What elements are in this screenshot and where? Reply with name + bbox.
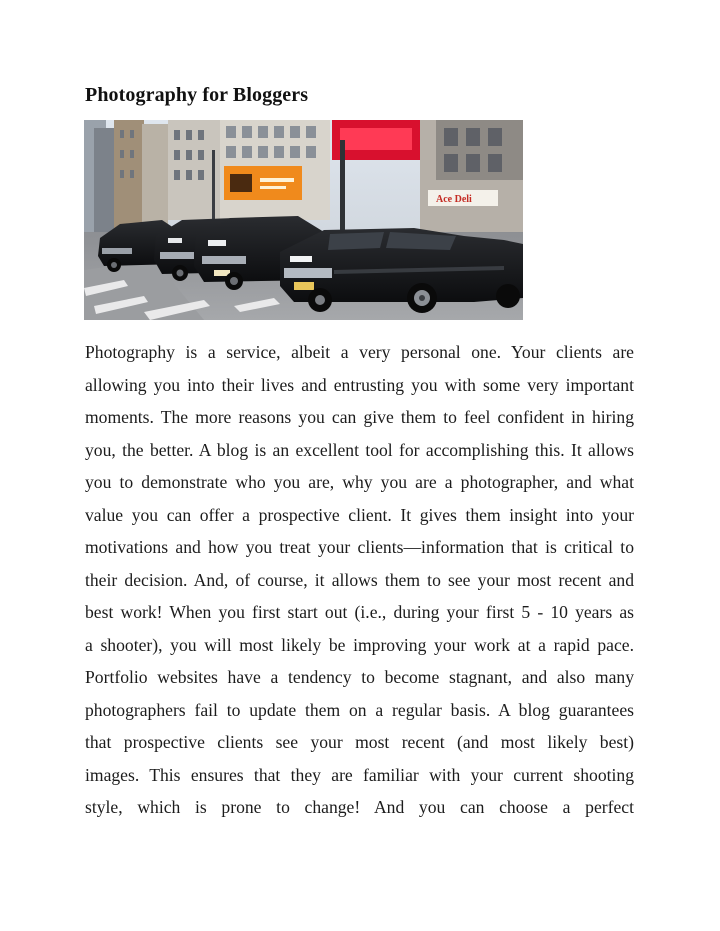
paragraph-line: Photography is a service, albeit a very personal one. Your clients are xyxy=(85,342,634,362)
paragraph-line: photographers fail to update them on a regular basis. A blog guarantees xyxy=(85,699,634,720)
paragraph-line: that prospective clients see your most recent (and most likely best) xyxy=(85,732,634,752)
body-paragraph xyxy=(85,336,634,824)
paragraph-line: images. This ensures that they are familiar with your current shooting xyxy=(85,764,634,785)
paragraph-line: you to demonstrate who you are, why you are a photographer, and what xyxy=(85,472,634,492)
paragraph-line: Portfolio websites have a tendency to become stagnant, and also many xyxy=(85,667,634,687)
street-photo-limousines xyxy=(84,120,523,320)
paragraph-line: allowing you into their lives and entrusting you with some very important xyxy=(85,374,634,395)
paragraph-line: a shooter), you will most likely be improving your work at a rapid pace. xyxy=(85,634,634,655)
paragraph-line: style, which is prone to change! And you can choose a perfect xyxy=(85,797,634,817)
document-title: Photography for Bloggers xyxy=(85,84,309,106)
paragraph-line: best work! When you first start out (i.e., during your first 5 - 10 years as xyxy=(85,602,634,622)
paragraph-line: you, the better. A blog is an excellent tool for accomplishing this. It allows xyxy=(85,439,634,460)
photo-illustration xyxy=(84,120,523,320)
paragraph-line: moments. The more reasons you can give them to feel confident in hiring xyxy=(85,407,634,427)
deli-sign-text: Ace Deli xyxy=(436,194,472,205)
paragraph-line: value you can offer a prospective client. It gives them insight into your xyxy=(85,504,634,525)
paragraph-line: their decision. And, of course, it allows them to see your most recent and xyxy=(85,569,634,590)
paragraph-line: motivations and how you treat your clients—information that is critical to xyxy=(85,537,634,557)
